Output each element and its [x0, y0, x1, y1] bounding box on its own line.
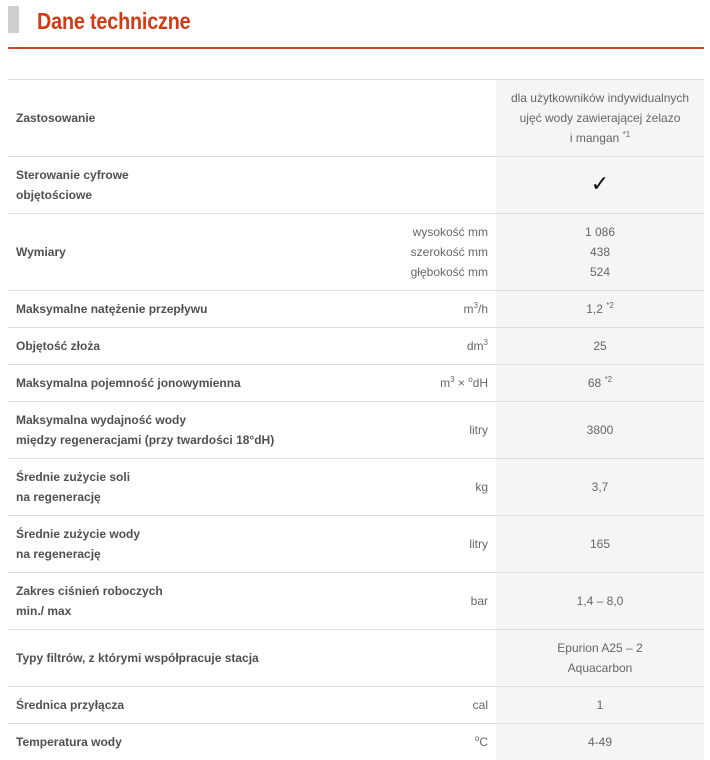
value-line: 1,4 – 8,0	[576, 594, 624, 608]
table-row	[8, 401, 704, 458]
row-value	[496, 516, 704, 572]
unit-line: cal	[472, 698, 488, 712]
page-title: Dane techniczne	[37, 8, 191, 34]
row-unit	[348, 516, 496, 572]
row-label	[8, 157, 348, 213]
unit-text: m	[463, 302, 474, 316]
footnote-marker: *2	[604, 375, 613, 384]
row-label	[8, 365, 348, 401]
footnote-marker: *2	[606, 301, 614, 310]
value-line: dla użytkowników indywidualnych	[510, 91, 690, 105]
unit-line	[475, 732, 488, 752]
label-line: Wymiary	[16, 245, 66, 259]
unit-sup: o	[468, 375, 473, 384]
value-line: ujęć wody zawierającej żelazo	[519, 111, 681, 125]
label-line: Typy filtrów, z którymi współpracuje stacja	[16, 651, 259, 665]
unit-line: litry	[469, 423, 488, 437]
table-row	[8, 572, 704, 629]
row-value	[496, 291, 704, 327]
label-line: na regenerację	[16, 547, 101, 561]
row-unit	[348, 459, 496, 515]
unit-text: ×	[454, 376, 469, 390]
row-unit	[348, 157, 496, 213]
row-unit	[348, 328, 496, 364]
unit-text: m	[440, 376, 451, 390]
value-line	[588, 373, 612, 393]
unit-text: dm	[466, 339, 484, 353]
label-line: Maksymalna wydajność wody	[16, 413, 187, 427]
label-line: między regeneracjami (przy twardości 18°dH)	[16, 433, 275, 447]
row-label	[8, 291, 348, 327]
value-line: Epurion A25 – 2	[557, 641, 643, 655]
value-line	[570, 128, 630, 148]
row-label	[8, 402, 348, 458]
row-value	[496, 365, 704, 401]
value-line: 3,7	[591, 480, 609, 494]
value-line	[586, 299, 614, 319]
row-unit	[348, 291, 496, 327]
label-line: Sterowanie cyfrowe	[16, 168, 129, 182]
row-label	[8, 724, 348, 760]
table-row	[8, 213, 704, 290]
value-text: 1,2	[586, 302, 603, 316]
row-value	[496, 157, 704, 213]
unit-line	[467, 336, 488, 356]
title-accent-bar	[8, 6, 19, 33]
row-unit	[348, 687, 496, 723]
row-unit	[348, 402, 496, 458]
value-line: 4-49	[587, 735, 613, 749]
row-label	[8, 214, 348, 290]
table-row	[8, 515, 704, 572]
table-row	[8, 723, 704, 760]
unit-line: szerokość mm	[410, 245, 488, 259]
unit-sup: 3	[483, 338, 488, 347]
row-value	[496, 630, 704, 686]
row-unit	[348, 630, 496, 686]
label-line: Temperatura wody	[16, 735, 122, 749]
value-line: 165	[589, 537, 611, 551]
table-row	[8, 156, 704, 213]
row-label	[8, 687, 348, 723]
value-line: Aquacarbon	[567, 661, 633, 675]
label-line: objętościowe	[16, 188, 93, 202]
unit-text: /h	[477, 302, 488, 316]
row-label	[8, 573, 348, 629]
label-line: Maksymalna pojemność jonowymienna	[16, 376, 241, 390]
title-divider	[8, 47, 704, 49]
row-unit	[348, 724, 496, 760]
value-line: 1 086	[584, 225, 616, 239]
value-line: 1	[596, 698, 604, 712]
row-label	[8, 459, 348, 515]
spec-table	[8, 79, 704, 760]
label-line: Zastosowanie	[16, 111, 96, 125]
row-unit	[348, 80, 496, 156]
value-line: 438	[589, 245, 611, 259]
row-value	[496, 402, 704, 458]
table-row	[8, 629, 704, 686]
label-line: Średnie zużycie soli	[16, 470, 131, 484]
unit-line	[440, 373, 488, 393]
row-label	[8, 328, 348, 364]
table-row	[8, 290, 704, 327]
row-label	[8, 630, 348, 686]
row-unit	[348, 365, 496, 401]
label-line: Średnie zużycie wody	[16, 527, 141, 541]
row-label	[8, 80, 348, 156]
row-value	[496, 459, 704, 515]
row-unit	[348, 573, 496, 629]
table-row	[8, 458, 704, 515]
row-value	[496, 573, 704, 629]
unit-sup: o	[474, 734, 480, 743]
value-line: 524	[589, 265, 611, 279]
table-row	[8, 364, 704, 401]
unit-text: C	[479, 735, 488, 749]
unit-sup: 3	[450, 375, 455, 384]
value-line: 25	[593, 339, 607, 353]
label-line: min./ max	[16, 604, 72, 618]
unit-text: dH	[472, 376, 488, 390]
unit-line	[464, 299, 488, 319]
footnote-marker: *1	[622, 130, 631, 139]
label-line: Objętość złoża	[16, 339, 101, 353]
unit-sup: 3	[473, 301, 478, 310]
row-value	[496, 80, 704, 156]
checkmark-icon: ✓	[590, 172, 610, 197]
value-line: 3800	[586, 423, 614, 437]
unit-line: kg	[475, 480, 488, 494]
label-line: Zakres ciśnień roboczych	[16, 584, 163, 598]
row-unit	[348, 214, 496, 290]
unit-line: litry	[469, 537, 488, 551]
value-text: i mangan	[569, 131, 620, 145]
unit-line: wysokość mm	[412, 225, 488, 239]
unit-line: bar	[470, 594, 488, 608]
row-value	[496, 724, 704, 760]
table-row	[8, 79, 704, 156]
table-row	[8, 327, 704, 364]
unit-line: głębokość mm	[410, 265, 488, 279]
label-line: Średnica przyłącza	[16, 698, 125, 712]
label-line: na regenerację	[16, 490, 101, 504]
label-line: Maksymalne natężenie przepływu	[16, 302, 208, 316]
value-text: 68	[587, 376, 602, 390]
row-label	[8, 516, 348, 572]
row-value	[496, 214, 704, 290]
row-value	[496, 687, 704, 723]
table-row	[8, 686, 704, 723]
row-value	[496, 328, 704, 364]
